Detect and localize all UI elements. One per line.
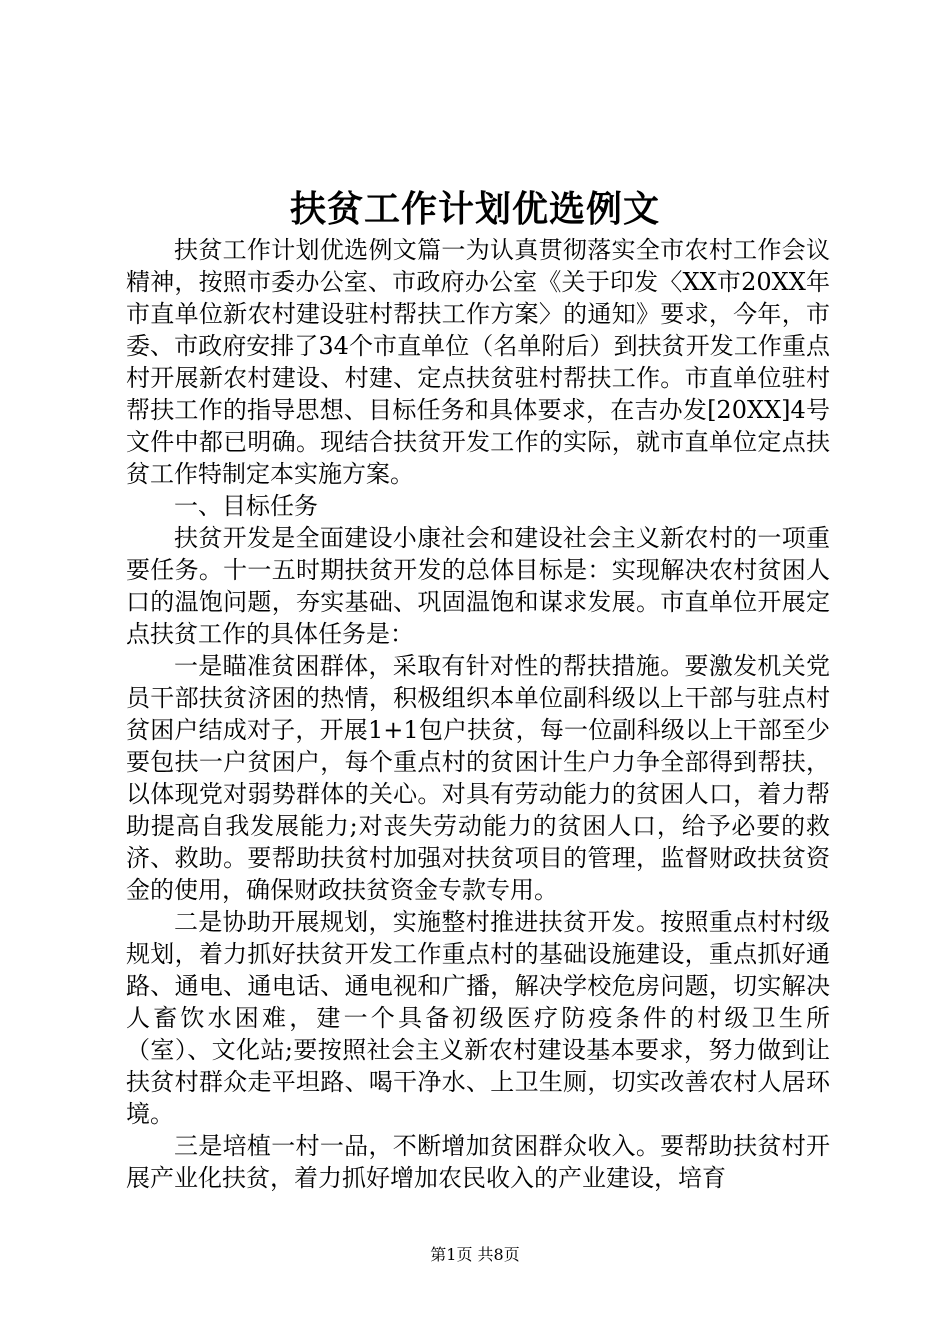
page-number-footer: 第1页 共8页 xyxy=(430,1245,520,1264)
paragraph-intro: 扶贫工作计划优选例文篇一为认真贯彻落实全市农村工作会议精神，按照市委办公室、市政府办公室《关于印发〈XX市20XX年市直单位新农村建设驻村帮扶工作方案〉的通知》要求，今年，市委、市政府安排了34个市直单位（名单附后）到扶贫开发工作重点村开展新农村建设、村建、定点扶贫驻村帮扶工作。市直单位驻村帮扶工作的指导思想、目标任务和具体要求，在吉办发[20XX]4号文件中都已明确。现结合扶贫开发工作的实际，就市直单位定点扶贫工作特制定本实施方案。 xyxy=(126,236,830,488)
paragraph-goals: 扶贫开发是全面建设小康社会和建设社会主义新农村的一项重要任务。十一五时期扶贫开发的总体目标是：实现解决农村贫困人口的温饱问题，夯实基础、巩固温饱和谋求发展。市直单位开展定点扶贫工作的具体任务是： xyxy=(126,524,830,648)
section-heading-goals: 一、目标任务 xyxy=(174,492,318,520)
paragraph-task-three: 三是培植一村一品，不断增加贫困群众收入。要帮助扶贫村开展产业化扶贫，着力抓好增加农民收入的产业建设，培育 xyxy=(126,1132,830,1192)
paragraph-task-one: 一是瞄准贫困群体，采取有针对性的帮扶措施。要激发机关党员干部扶贫济困的热情，积极组织本单位副科级以上干部与驻点村贫困户结成对子，开展1+1包户扶贫，每一位副科级以上干部至少要包扶一户贫困户，每个重点村的贫困计生户力争全部得到帮扶，以体现党对弱势群体的关心。对具有劳动能力的贫困人口，着力帮助提高自我发展能力;对丧失劳动能力的贫困人口，给予必要的救济、救助。要帮助扶贫村加强对扶贫项目的管理，监督财政扶贫资金的使用，确保财政扶贫资金专款专用。 xyxy=(126,652,830,904)
paragraph-task-two: 二是协助开展规划，实施整村推进扶贫开发。按照重点村村级规划，着力抓好扶贫开发工作重点村的基础设施建设，重点抓好通路、通电、通电话、通电视和广播，解决学校危房问题，切实解决人畜饮水困难，建一个具备初级医疗防疫条件的村级卫生所（室）、文化站;要按照社会主义新农村建设基本要求，努力做到让扶贫村群众走平坦路、喝干净水、上卫生厕，切实改善农村人居环境。 xyxy=(126,908,830,1128)
document-title: 扶贫工作计划优选例文 xyxy=(289,188,660,230)
document-body xyxy=(126,234,830,1194)
